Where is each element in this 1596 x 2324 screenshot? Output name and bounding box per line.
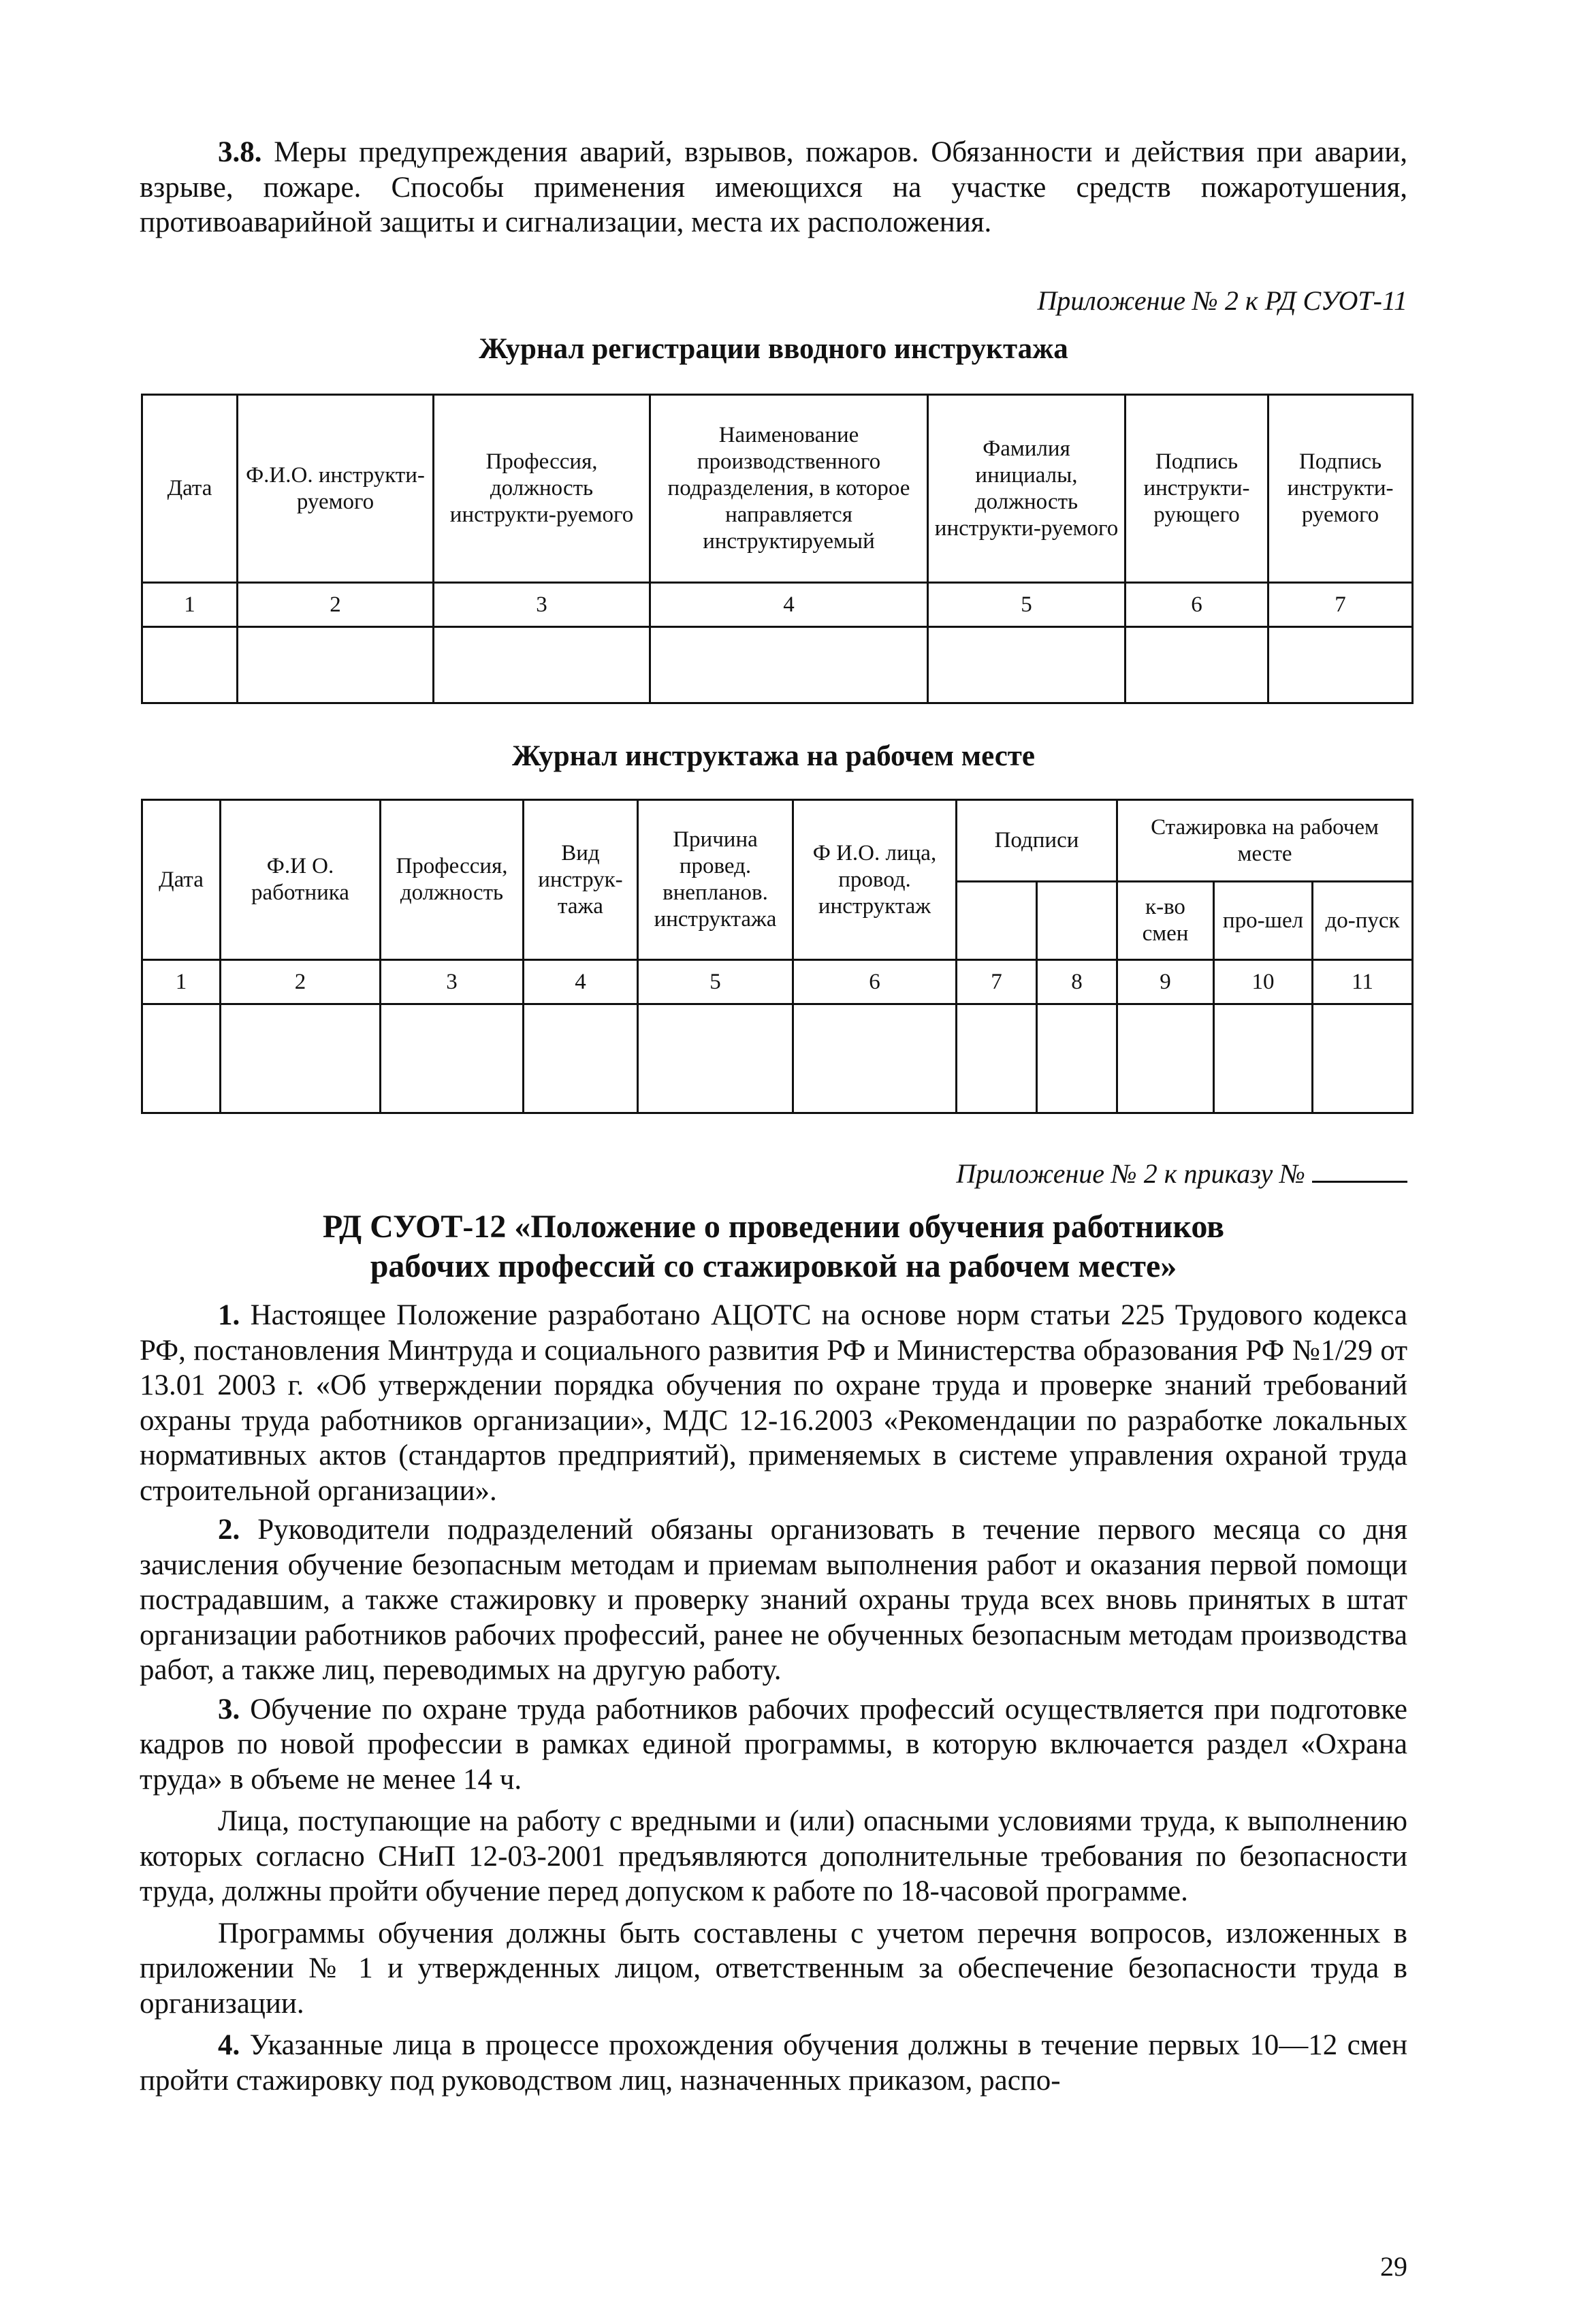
j1-empty-cell bbox=[650, 627, 928, 703]
j2-col-number: 9 bbox=[1117, 960, 1214, 1004]
order-number-blank bbox=[1312, 1159, 1407, 1183]
j2-empty-cell bbox=[793, 1004, 957, 1113]
j2-empty-cell bbox=[381, 1004, 524, 1113]
j1-col-number: 1 bbox=[142, 583, 238, 627]
j2-col-number: 10 bbox=[1214, 960, 1313, 1004]
j2-empty-cell bbox=[142, 1004, 221, 1113]
rd-title-line-2: рабочих профессий со стажировкой на рабочем месте» bbox=[370, 1248, 1177, 1284]
paragraph-3-persons bbox=[140, 1804, 1407, 1909]
j2-empty-cell bbox=[638, 1004, 793, 1113]
j2-empty-cell bbox=[957, 1004, 1037, 1113]
page-number: 29 bbox=[1380, 2251, 1407, 2282]
j2-header-shifts: к-во смен bbox=[1117, 882, 1214, 960]
j1-empty-cell bbox=[1268, 627, 1413, 703]
j1-col-number: 4 bbox=[650, 583, 928, 627]
j2-col-number: 5 bbox=[638, 960, 793, 1004]
j2-col-number: 8 bbox=[1037, 960, 1117, 1004]
appendix-note-2-text: Приложение № 2 к приказу № bbox=[956, 1158, 1305, 1189]
j1-empty-cell bbox=[238, 627, 434, 703]
j2-col-number: 4 bbox=[524, 960, 638, 1004]
paragraph-text: Программы обучения должны быть составлены с учетом перечня вопросов, изложенных в приложении № 1 и утвержденных лицом, ответственным за обеспечение безопасности труда в организации. bbox=[140, 1917, 1407, 2020]
journal-2-table bbox=[141, 799, 1414, 1114]
paragraph-text: Руководители подразделений обязаны организовать в течение первого месяца со дня зачисления обучение безопасным методам и приемам выполнения работ и оказания первой помощи пострадавшим, а также стажировку и проверку знаний охраны труда всех вновь принятых в штат организации работников рабочих профессий, ранее не обученных безопасным методам производства работ, а также лиц, переводимых на другую работу. bbox=[140, 1514, 1408, 1686]
j2-col-number: 11 bbox=[1313, 960, 1413, 1004]
j1-header-sign-trainee: Подпись инструкти-руемого bbox=[1268, 395, 1413, 583]
j2-empty-cell bbox=[524, 1004, 638, 1113]
j2-col-number: 3 bbox=[381, 960, 524, 1004]
paragraph-number: 2. bbox=[218, 1514, 240, 1546]
paragraph-number: 4. bbox=[218, 2029, 240, 2061]
j2-header-passed: про-шел bbox=[1214, 882, 1313, 960]
j2-header-type: Вид инструк-тажа bbox=[524, 800, 638, 960]
j1-col-number: 2 bbox=[238, 583, 434, 627]
paragraph-3-programs bbox=[140, 1916, 1407, 2022]
j1-header-profession: Профессия, должность инструкти-руемого bbox=[434, 395, 650, 583]
section-3-8-paragraph bbox=[140, 135, 1407, 240]
j2-signature-cell bbox=[1037, 882, 1117, 960]
j2-signature-cell bbox=[957, 882, 1037, 960]
section-3-8 bbox=[140, 135, 1407, 240]
j2-header-signatures: Подписи bbox=[957, 800, 1117, 882]
j2-empty-cell bbox=[221, 1004, 381, 1113]
journal-1-table bbox=[141, 394, 1414, 704]
journal-2-number-row bbox=[142, 960, 1413, 1004]
section-text: Меры предупреждения аварий, взрывов, пожаров. Обязанности и действия при аварии, взрыве, пожаре. Способы применения имеющихся на участке средств пожаротушения, противоаварийной защиты и сигнализации, места их расположения. bbox=[140, 136, 1407, 238]
journal-1-empty-row bbox=[142, 627, 1413, 703]
j1-col-number: 7 bbox=[1268, 583, 1413, 627]
j2-col-number: 1 bbox=[142, 960, 221, 1004]
body-text bbox=[140, 1298, 1407, 2098]
journal-1-title: Журнал регистрации вводного инструктажа bbox=[479, 333, 1068, 365]
paragraph-4 bbox=[140, 2028, 1407, 2098]
journal-2-empty-row bbox=[142, 1004, 1413, 1113]
rd-title bbox=[140, 1207, 1407, 1286]
paragraph-text: Лица, поступающие на работу с вредными и (или) опасными условиями труда, к выполнению которых согласно СНиП 12-03-2001 предъявляются дополнительные требования по безопасности труда, должны пройти обучение перед допуском к работе по 18-часовой программе. bbox=[140, 1805, 1407, 1907]
j1-header-sign-instructor: Подпись инструкти-рующего bbox=[1126, 395, 1268, 583]
j1-header-date: Дата bbox=[142, 395, 238, 583]
j2-header-date: Дата bbox=[142, 800, 221, 960]
j2-header-instructor: Ф И.О. лица, провод. инструктаж bbox=[793, 800, 957, 960]
j1-header-instructor: Фамилия инициалы, должность инструкти-руемого bbox=[928, 395, 1126, 583]
j2-header-admission: до-пуск bbox=[1313, 882, 1413, 960]
journal-2-header-row-1 bbox=[142, 800, 1413, 882]
j2-empty-cell bbox=[1214, 1004, 1313, 1113]
j1-empty-cell bbox=[1126, 627, 1268, 703]
j2-col-number: 7 bbox=[957, 960, 1037, 1004]
j2-header-reason: Причина провед. внепланов. инструктажа bbox=[638, 800, 793, 960]
paragraph-text: Настоящее Положение разработано АЦОТС на основе норм статьи 225 Трудового кодекса РФ, постановления Минтруда и социального развития РФ и Министерства образования РФ №1/29 от 13.01 2003 г. «Об утверждении порядка обучения по охране труда и проверке знаний требований охраны труда работников организации», МДС 12-16.2003 «Рекомендации по разработке локальных нормативных актов (стандартов предприятий), применяемых в системе управления охраной труда строительной организации». bbox=[140, 1299, 1407, 1507]
j1-empty-cell bbox=[142, 627, 238, 703]
rd-title-line-1: РД СУОТ-12 «Положение о проведении обучения работников bbox=[322, 1209, 1225, 1245]
appendix-note-2 bbox=[956, 1158, 1407, 1190]
j1-col-number: 6 bbox=[1126, 583, 1268, 627]
paragraph-3 bbox=[140, 1692, 1407, 1798]
paragraph-text: Указанные лица в процессе прохождения обучения должны в течение первых 10—12 смен пройти стажировку под руководством лиц, назначенных приказом, распо- bbox=[140, 2029, 1408, 2097]
paragraph-2 bbox=[140, 1512, 1407, 1688]
journal-1-number-row bbox=[142, 583, 1413, 627]
j1-col-number: 5 bbox=[928, 583, 1126, 627]
section-number: 3.8. bbox=[218, 136, 262, 168]
j2-empty-cell bbox=[1117, 1004, 1214, 1113]
j2-header-fio: Ф.И О. работника bbox=[221, 800, 381, 960]
j1-header-department: Наименование производственного подразделения, в которое направляется инструктируемый bbox=[650, 395, 928, 583]
j1-empty-cell bbox=[434, 627, 650, 703]
paragraph-number: 1. bbox=[218, 1299, 240, 1331]
j1-header-fio: Ф.И.О. инструкти-руемого bbox=[238, 395, 434, 583]
journal-2-title: Журнал инструктажа на рабочем месте bbox=[512, 740, 1035, 772]
j1-col-number: 3 bbox=[434, 583, 650, 627]
paragraph-text: Обучение по охране труда работников рабочих профессий осуществляется при подготовке кадров по новой профессии в рамках единой программы, в которую включается раздел «Охрана труда» в объеме не менее 14 ч. bbox=[140, 1693, 1407, 1796]
j2-empty-cell bbox=[1313, 1004, 1413, 1113]
j2-col-number: 2 bbox=[221, 960, 381, 1004]
j2-header-internship: Стажировка на рабочем месте bbox=[1117, 800, 1413, 882]
j1-empty-cell bbox=[928, 627, 1126, 703]
j2-header-profession: Профессия, должность bbox=[381, 800, 524, 960]
j2-empty-cell bbox=[1037, 1004, 1117, 1113]
paragraph-1 bbox=[140, 1298, 1407, 1508]
paragraph-number: 3. bbox=[218, 1693, 240, 1725]
j2-col-number: 6 bbox=[793, 960, 957, 1004]
journal-1-header-row bbox=[142, 395, 1413, 583]
appendix-note-1: Приложение № 2 к РД СУОТ-11 bbox=[1037, 285, 1407, 316]
